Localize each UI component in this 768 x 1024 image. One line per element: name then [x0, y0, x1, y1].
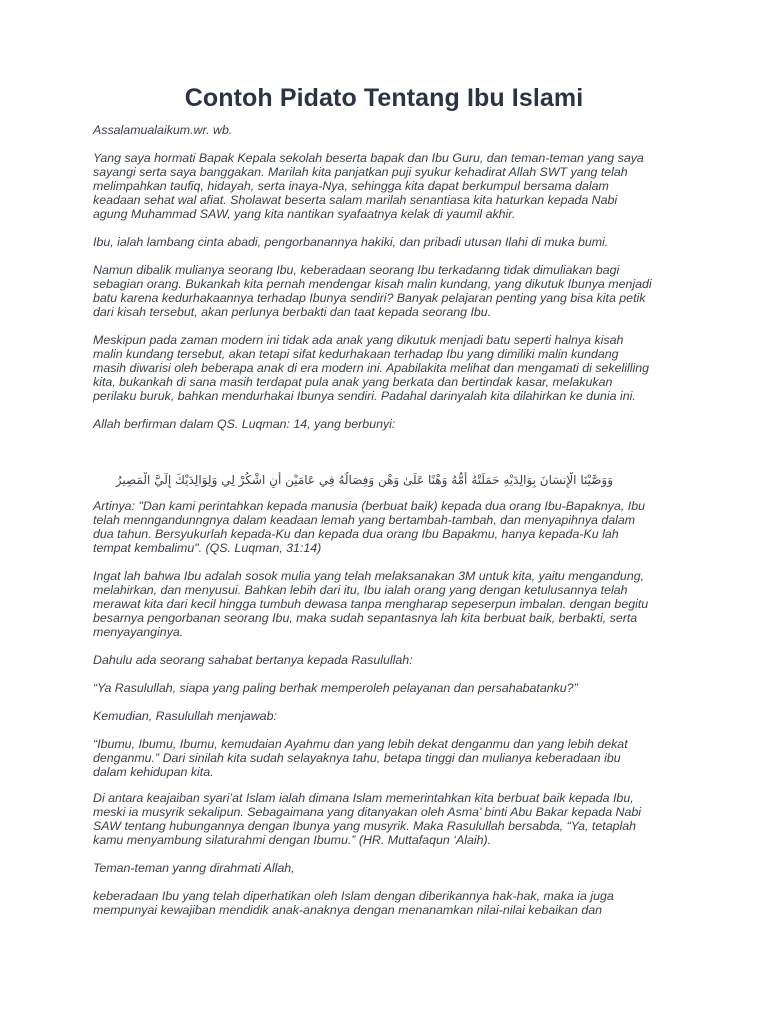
paragraph-verse-translation: [93, 499, 683, 555]
text-line: tempat kembalimu". (QS. Luqman, 31:14): [93, 541, 322, 555]
paragraph-quote-question: [93, 681, 683, 695]
text-line: sebagian orang. Bukankah kita pernah mendengar kisah malin kundang, yang dikutuk Ibunya menjadi: [93, 277, 652, 291]
text-line: merawat kita dari kecil hingga tumbuh dewasa tanpa mengharap sepeserpun imbalan. dengan begitu: [93, 597, 649, 611]
paragraph-verse-intro: [93, 417, 683, 431]
text-line: sayangi serta saya banggakan. Marilah kita panjatkan puji syukur kehadirat Allah SWT yang telah: [93, 165, 628, 179]
text-line: Meskipun pada zaman modern ini tidak ada anak yang dikutuk menjadi batu seperti halnya kisah: [93, 333, 624, 347]
text-line: Teman-teman yanng dirahmati Allah,: [93, 861, 295, 875]
text-line: batu karena kedurhakaannya terhadap Ibunya sendiri? Banyak pelajaran penting yang bisa kita petik: [93, 291, 646, 305]
paragraph-3m: [93, 569, 683, 639]
text-line: keberadaan Ibu yang telah diperhatikan oleh Islam dengan diberikannya hak-hak, maka ia juga: [93, 889, 614, 903]
paragraph-sahabat-question: [93, 653, 683, 667]
text-line: malin kundang tersebut, akan tetapi sifat kedurhakaan terhadap Ibu yang dimiliki malin kundang: [93, 347, 619, 361]
text-line: besarnya pengorbanan seorang Ibu, maka sudah sepantasnya lah kita berbuat baik, berbakti, serta: [93, 611, 638, 625]
text-line: Artinya: "Dan kami perintahkan kepada manusia (berbuat baik) kepada dua orang Ibu-Bapaknya, Ibu: [93, 499, 645, 513]
text-line: dari kisah tersebut, akan perlunya berbakti dan taat kepada seorang Ibu.: [93, 305, 492, 319]
paragraph-opening: [93, 151, 683, 221]
text-line: “Ibumu, Ibumu, Ibumu, kemudaian Ayahmu dan yang lebih dekat denganmu dan yang lebih dekat: [93, 737, 628, 751]
paragraph-teman-teman: [93, 861, 683, 875]
text-line: melimpahkan taufiq, hidayah, serta inaya-Nya, sehingga kita dapat berkumpul bersama dalam: [93, 179, 609, 193]
paragraph-modern-era: [93, 333, 683, 403]
greeting-paragraph: [93, 123, 683, 137]
document-title: Contoh Pidato Tentang Ibu Islami: [184, 84, 584, 112]
paragraph-syariat: [93, 791, 683, 847]
text-line: Di antara keajaiban syari’at Islam ialah dimana Islam memerintahkan kita berbuat baik kepada Ibu,: [93, 791, 634, 805]
text-line: “Ya Rasulullah, siapa yang paling berhak memperoleh pelayanan dan persahabatanku?”: [93, 681, 578, 695]
text-line: menyayanginya.: [93, 625, 184, 639]
text-line: Dahulu ada seorang sahabat bertanya kepada Rasulullah:: [93, 653, 413, 667]
paragraph-ibu-definition: [93, 235, 683, 249]
text-line: meski ia musyrik sekalipun. Sebagaimana yang ditanyakan oleh Asma’ binti Abu Bakar kepada Nabi: [93, 805, 642, 819]
text-line: masih diwarisi oleh beberapa anak di era modern ini. Apabilakita melihat dan mengamati di sekelilling: [93, 361, 650, 375]
text-line: kamu menyambung silaturahmi dengan Ibumu.” (HR. Muttafaqun ‘Alaih).: [93, 833, 492, 847]
paragraph-kewajiban: [93, 889, 683, 917]
text-line: melahirkan, dan menyusui. Bahkan lebih dari itu, Ibu ialah orang yang dengan ketulusannya telah: [93, 583, 628, 597]
text-line: perilaku buruk, bahkan mendurhakai Ibunya sendiri. Padahal darinyalah kita dilahirkan ke dunia ini.: [93, 389, 636, 403]
text-line: mempunyai kewajiban mendidik anak-anaknya dengan menanamkan nilai-nilai kebaikan dan: [93, 903, 603, 917]
paragraph-rasulullah-answer-intro: [93, 709, 683, 723]
paragraph-malin-kundang: [93, 263, 683, 319]
text-line: kita, bukankah di sana masih terdapat pula anak yang berkata dan bertindak kasar, melakukan: [93, 375, 613, 389]
text-line: Ingat lah bahwa Ibu adalah sosok mulia yang telah melaksanakan 3M untuk kita, yaitu mengandung,: [93, 569, 645, 583]
text-line: SAW tentang hubungannya dengan Ibunya yang musyrik. Maka Rasulullah bersabda, “Ya, tetaplah: [93, 819, 637, 833]
text-line: keadaan sehat wal afiat. Sholawat beserta salam marilah senantiasa kita haturkan kepada Nabi: [93, 193, 618, 207]
text-line: Yang saya hormati Bapak Kepala sekolah beserta bapak dan Ibu Guru, dan teman-teman yang saya: [93, 151, 644, 165]
arabic-verse: وَوَصَّيْنَا الْإِنسَانَ بِوَالِدَيْهِ حَمَلَتْهُ أُمُّهُ وَهْنًا عَلَىٰ وَهْنٍ وَفِصَالُهُ فِي عَامَيْنِ أَنِ اشْكُرْ لِي وَلِوَالِدَيْكَ إِلَيَّ الْمَصِيرُ: [115, 473, 613, 487]
text-line: Assalamualaikum.wr. wb.: [93, 123, 233, 137]
text-line: agung Muhammad SAW, yang kita nantikan syafaatnya kelak di yaumil akhir.: [93, 207, 516, 221]
text-line: dua tahun. Bersyukurlah kepada-Ku dan kepada dua orang Ibu Bapakmu, hanya kepada-Ku lah: [93, 527, 619, 541]
text-line: Ibu, ialah lambang cinta abadi, pengorbanannya hakiki, dan pribadi utusan Ilahi di muka bumi.: [93, 235, 609, 249]
text-line: dalam kehidupan kita.: [93, 765, 214, 779]
text-line: Namun dibalik mulianya seorang Ibu, keberadaan seorang Ibu terkadanng tidak dimuliakan bagi: [93, 263, 620, 277]
text-line: telah menngandunngnya dalam keadaan lemah yang bertambah-tambah, dan menyapihnya dalam: [93, 513, 636, 527]
text-line: Kemudian, Rasulullah menjawab:: [93, 709, 277, 723]
text-line: Allah berfirman dalam QS. Luqman: 14, yang berbunyi:: [93, 417, 396, 431]
paragraph-quote-answer: [93, 737, 683, 779]
text-line: denganmu.” Dari sinilah kita sudah selayaknya tahu, betapa tinggi dan mulianya keberadaan ibu: [93, 751, 621, 765]
